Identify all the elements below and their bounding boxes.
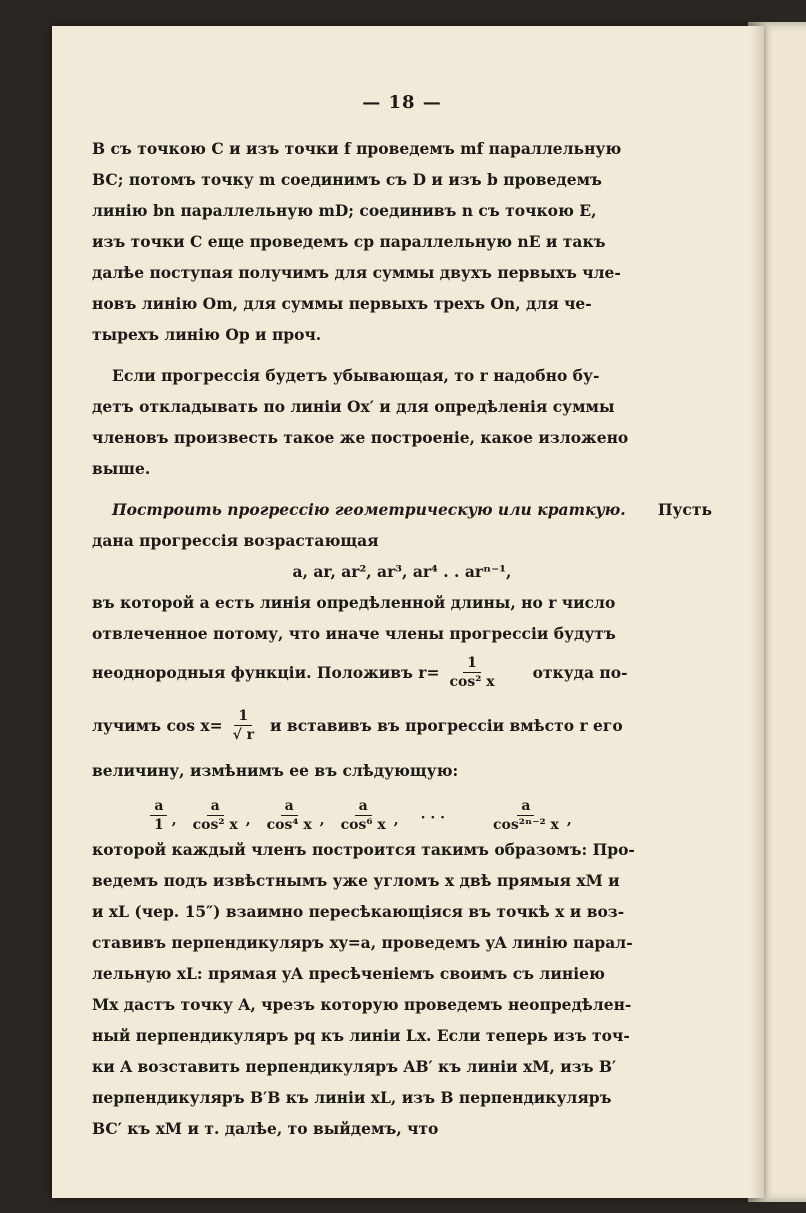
text-fragment: и вставивъ въ прогрессіи вмѣсто r его <box>270 715 623 735</box>
text-line: ведемъ подъ извѣстнымъ уже угломъ x двѣ прямыя xM и <box>92 871 620 890</box>
text-fragment: лучимъ cos x= <box>92 715 223 735</box>
series-term <box>337 797 390 834</box>
geometric-series-formula: $\frac{a}{1}$ , $\frac{a}{\text{cos² x}}$ , $\frac{a}{\text{cos⁴ x}}$ , $\frac{a}{\text{cos⁶ x}}$ , · · · $\frac{a}{\text{cos²ⁿ⁻² x}}$ , <box>92 786 712 834</box>
fraction-numerator: 1 <box>234 707 252 726</box>
text-line: детъ откладывать по линіи Ox′ и для опредѣленія суммы <box>92 397 615 416</box>
text-line: и xL (чер. 15″) взаимно пересѣкающіяся въ точкѣ x и воз- <box>92 902 625 921</box>
text-line: Если прогрессія будетъ убывающая, то r надобно бу- <box>112 366 600 385</box>
text-line: линію bn параллельную mD; соединивъ n съ точкою Е, <box>92 201 597 220</box>
text-line: перпендикуляръ B′B къ линіи xL, изъ B перпендикуляръ <box>92 1088 612 1107</box>
fraction-denominator: cos² x <box>449 673 495 690</box>
formula-line-r <box>92 649 712 695</box>
term-numerator: a <box>281 797 298 816</box>
text-line: ставивъ перпендикуляръ xy=a, проведемъ yA линію парал- <box>92 933 633 952</box>
progression-formula: a, ar, ar², ar³, ar⁴ . . arⁿ⁻¹, <box>292 562 512 581</box>
text-line: изъ точки C еще проведемъ ср параллельную nE и такъ <box>92 232 606 251</box>
term-numerator: a <box>207 797 224 816</box>
text-fragment: откуда по- <box>532 662 628 682</box>
text-line: BC; потомъ точку m соединимъ съ D и изъ b проведемъ <box>92 170 602 189</box>
text-line: Mx дастъ точку A, чрезъ которую проведемъ неопредѣлен- <box>92 995 632 1014</box>
text-line: величину, измѣнимъ ее въ слѣдующую: <box>92 761 459 780</box>
text-line-heading <box>92 494 712 525</box>
text-line: въ которой a есть линія опредѣленной длины, но r число <box>92 593 616 612</box>
term-denominator: 1 <box>154 817 164 833</box>
term-denominator: cos⁶ x <box>340 817 386 833</box>
term-denominator: cos⁴ x <box>266 817 312 833</box>
text-fragment: неоднородныя функціи. Положивъ r= <box>92 662 440 682</box>
text-fragment: Пусть <box>657 500 712 519</box>
text-line: которой каждый членъ построится такимъ образомъ: Про- <box>92 840 635 859</box>
series-term <box>489 797 563 834</box>
series-ellipsis: · · · <box>420 810 445 826</box>
term-denominator: cos² x <box>192 817 238 833</box>
series-term <box>150 797 168 834</box>
text-line: членовъ произвесть такое же построеніе, какое изложено <box>92 428 629 447</box>
text-line: ный перпендикуляръ pq къ линіи Lx. Если теперь изъ точ- <box>92 1026 630 1045</box>
series-term <box>263 797 316 834</box>
term-numerator: a <box>517 797 534 816</box>
page-number: — 18 — <box>362 92 442 113</box>
term-numerator: a <box>150 797 167 816</box>
series-term <box>189 797 242 834</box>
fraction-denominator: √ r <box>232 726 255 743</box>
text-line: ки A возставить перпендикуляръ AB′ къ линіи xM, изъ B′ <box>92 1057 617 1076</box>
text-line: выше. <box>92 459 151 478</box>
term-denominator: cos²ⁿ⁻² x <box>492 817 559 833</box>
text-line: BC′ къ xM и т. далѣе, то выйдемъ, что <box>92 1119 439 1138</box>
fraction-r <box>445 654 498 691</box>
fraction-numerator: 1 <box>463 654 481 673</box>
text-line: лельную xL: прямая yA пресѣченіемъ своимъ съ линіею <box>92 964 605 983</box>
formula-line-cos <box>92 695 712 755</box>
text-line: тырехъ линію Ор и проч. <box>92 325 322 344</box>
text-line: новъ линію Om, для суммы первыхъ трехъ On, для че- <box>92 294 592 313</box>
page-shadow <box>750 26 764 1198</box>
page-text <box>92 92 712 1144</box>
text-line: дана прогрессія возрастающая <box>92 531 379 550</box>
term-numerator: a <box>355 797 372 816</box>
section-heading: Построить прогрессію геометрическую или краткую. <box>112 500 626 519</box>
text-line: далѣе поступая получимъ для суммы двухъ первыхъ чле- <box>92 263 621 282</box>
text-line: В съ точкою С и изъ точки f проведемъ mf параллельную <box>92 139 622 158</box>
text-line: отвлеченное потому, что иначе члены прогрессіи будутъ <box>92 624 616 643</box>
fraction-cos <box>229 707 258 744</box>
